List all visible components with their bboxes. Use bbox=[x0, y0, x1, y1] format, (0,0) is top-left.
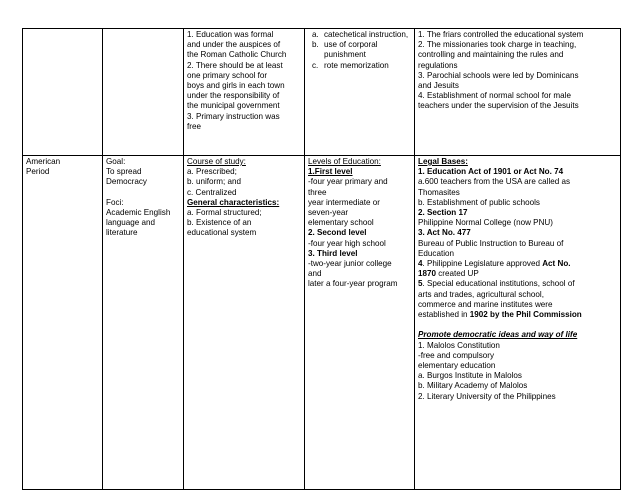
spacer bbox=[418, 320, 618, 330]
text-line: 2. There should be at least bbox=[187, 60, 283, 70]
text-line: arts and trades, agricultural school, bbox=[418, 289, 544, 299]
text-line: -four year high school bbox=[308, 238, 386, 248]
foci-label: Foci: bbox=[106, 197, 124, 207]
text-line: Democracy bbox=[106, 177, 147, 187]
list-item-text: catechetical instruction, bbox=[324, 30, 409, 39]
text-line: commerce and marine institutes were bbox=[418, 299, 553, 309]
item-number: 5 bbox=[418, 279, 423, 289]
list-marker: c. bbox=[312, 60, 319, 70]
table-row bbox=[23, 29, 621, 156]
table-cell-legal bbox=[415, 156, 621, 490]
general-label: General characteristics: bbox=[187, 197, 280, 207]
text-line: boys and girls in each town bbox=[187, 81, 285, 91]
act74-label: 1. Education Act of 1901 or Act No. 74 bbox=[418, 167, 564, 177]
text-line: -four year primary and bbox=[308, 177, 388, 187]
text-segment: established in bbox=[418, 310, 470, 320]
text-line: and bbox=[308, 269, 322, 279]
text-line: literature bbox=[106, 228, 138, 238]
text-line: educational system bbox=[187, 228, 257, 238]
text-line: and under the auspices of bbox=[187, 40, 281, 50]
legal-label: Legal Bases: bbox=[418, 157, 468, 166]
text-line: -free and compulsory bbox=[418, 350, 495, 360]
third-level-label: 3. Third level bbox=[308, 248, 358, 258]
list-item bbox=[308, 30, 412, 40]
first-level-label: 1.First level bbox=[308, 167, 353, 177]
goal-label: Goal: bbox=[106, 157, 126, 166]
list-marker: a. bbox=[312, 30, 319, 39]
levels-label: Levels of Education: bbox=[308, 157, 381, 166]
methods-list bbox=[308, 30, 412, 71]
table-cell-legal bbox=[415, 29, 621, 156]
text-line: a. Formal structured; bbox=[187, 208, 262, 218]
text-line: b. Establishment of public schools bbox=[418, 197, 540, 207]
text-line: Academic English bbox=[106, 208, 171, 218]
text-line: 3. Parochial schools were led by Dominicans bbox=[418, 70, 579, 80]
text-line: To spread bbox=[106, 167, 142, 177]
period-label: American bbox=[26, 157, 61, 166]
text-segment: created UP bbox=[436, 269, 479, 279]
text-line: Philippine Normal College (now PNU) bbox=[418, 218, 553, 228]
text-line: under the responsibility of bbox=[187, 91, 280, 101]
spacer bbox=[106, 188, 181, 198]
text-line: b. uniform; and bbox=[187, 177, 241, 187]
table-cell-course bbox=[184, 156, 305, 490]
item4-line bbox=[418, 259, 618, 269]
text-line: the Roman Catholic Church bbox=[187, 50, 287, 60]
text-line: a. Prescribed; bbox=[187, 167, 237, 177]
text-line: one primary school for bbox=[187, 70, 268, 80]
promote-label: Promote democratic ideas and way of life bbox=[418, 330, 578, 340]
text-line: b. Military Academy of Malolos bbox=[418, 381, 528, 391]
text-line: 2. Literary University of the Philippines bbox=[418, 391, 556, 401]
text-segment: . Special educational institutions, school of bbox=[422, 279, 575, 289]
table-row bbox=[23, 156, 621, 490]
text-line: Thomasites bbox=[418, 187, 460, 197]
text-line: the municipal government bbox=[187, 101, 280, 111]
text-line: three bbox=[308, 187, 327, 197]
text-line: -two-year junior college bbox=[308, 259, 392, 269]
item-number: 4 bbox=[418, 259, 423, 269]
text-line: language and bbox=[106, 218, 156, 228]
text-line: 4. Establishment of normal school for male bbox=[418, 91, 571, 101]
text-line: regulations bbox=[418, 60, 458, 70]
text-line: Education bbox=[418, 248, 454, 258]
text-line: c. Centralized bbox=[187, 187, 237, 197]
list-marker: b. bbox=[312, 40, 319, 50]
table-cell-goal bbox=[103, 156, 184, 490]
table-cell-levels bbox=[305, 156, 415, 490]
text-line: free bbox=[187, 121, 201, 131]
list-item bbox=[308, 61, 412, 71]
text-line: elementary school bbox=[308, 218, 374, 228]
text-segment: . Philippine Legislature approved bbox=[422, 259, 543, 269]
list-item bbox=[308, 40, 412, 60]
second-level-label: 2. Second level bbox=[308, 228, 367, 238]
list-item-text: rote memorization bbox=[324, 60, 389, 70]
item4-line-2 bbox=[418, 269, 618, 279]
text-line: teachers under the supervision of the Jesuits bbox=[418, 101, 579, 111]
item5-last-line bbox=[418, 310, 618, 320]
text-line: year intermediate or bbox=[308, 197, 380, 207]
period-label: Period bbox=[26, 167, 50, 177]
act477-label: 3. Act No. 477 bbox=[418, 228, 471, 238]
table-cell-goal bbox=[103, 29, 184, 156]
text-line: a. Burgos Institute in Malolos bbox=[418, 371, 522, 381]
text-line: elementary education bbox=[418, 361, 496, 371]
text-line: a.600 teachers from the USA are called as bbox=[418, 177, 571, 187]
text-line: 3. Primary instruction was bbox=[187, 111, 280, 121]
act-number: Act No. bbox=[542, 259, 571, 269]
section17-label: 2. Section 17 bbox=[418, 208, 468, 218]
table-cell-period bbox=[23, 29, 103, 156]
text-line: seven-year bbox=[308, 208, 349, 218]
text-line: 1. Education was formal bbox=[187, 30, 274, 39]
item5-line bbox=[418, 279, 618, 289]
text-line: 2. The missionaries took charge in teaching, bbox=[418, 40, 577, 50]
text-line: later a four-year program bbox=[308, 279, 398, 289]
table-cell-period bbox=[23, 156, 103, 490]
text-line: 1. The friars controlled the educational system bbox=[418, 30, 584, 39]
act-number: 1870 bbox=[418, 269, 437, 279]
table-cell-course bbox=[184, 29, 305, 156]
text-line: and Jesuits bbox=[418, 81, 459, 91]
table-cell-methods bbox=[305, 29, 415, 156]
text-segment-bold: 1902 by the Phil Commission bbox=[469, 310, 582, 320]
course-label: Course of study: bbox=[187, 157, 246, 166]
text-line: 1. Malolos Constitution bbox=[418, 340, 500, 350]
text-line: controlling and maintaining the rules and bbox=[418, 50, 564, 60]
list-item-text: use of corporal punishment bbox=[324, 40, 378, 60]
text-line: b. Existence of an bbox=[187, 218, 252, 228]
education-history-table bbox=[22, 28, 621, 490]
text-line: Bureau of Public Instruction to Bureau of bbox=[418, 238, 564, 248]
